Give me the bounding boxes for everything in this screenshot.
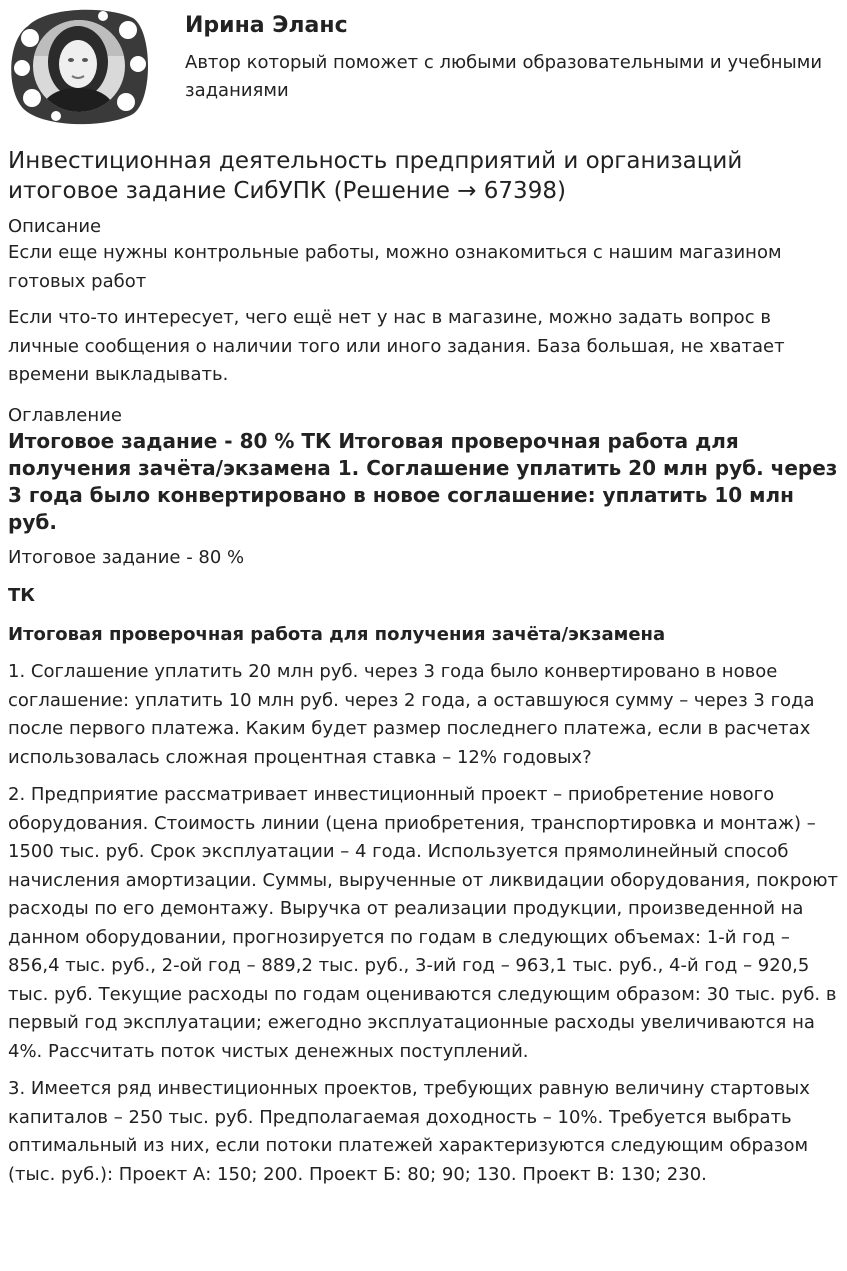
question-2: 2. Предприятие рассматривает инвестиционный проект – приобретение нового оборудования. Стоимость линии (цена приобретения, транспортировка и монтаж) – 1500 тыс. руб. Срок эксплуатации – 4 года. Используется прямолинейный способ начисления амортизации. Суммы, вырученные от ликвидации оборудования, покроют расходы по его демонтажу. Выручка от реализации продукции, произведенной на данном оборудовании, прогнозируется по годам в следующих объемах: 1-й год – 856,4 тыс. руб., 2-ой год – 889,2 тыс. руб., 3-ий год – 963,1 тыс. руб., 4-й год – 920,5 тыс. руб. Текущие расходы по годам оцениваются следующим образом: 30 тыс. руб. в первый год эксплуатации; ежегодно эксплуатационные расходы увеличиваются на 4%. Рассчитать поток чистых денежных поступлений. bbox=[8, 784, 838, 1062]
description-paragraph: Если еще нужны контрольные работы, можно ознакомиться с нашим магазином готовых работ bbox=[8, 242, 782, 292]
work-subheading: Итоговая проверочная работа для получения зачёта/экзамена bbox=[8, 623, 666, 645]
toc-text: Итоговое задание - 80 % ТК Итоговая проверочная работа для получения зачёта/экзамена 1. Соглашение уплатить 20 млн руб. через 3 года было конвертировано в новое соглашение: уплатить 10 млн руб. bbox=[8, 428, 838, 534]
question-3: 3. Имеется ряд инвестиционных проектов, требующих равную величину стартовых капиталов – 250 тыс. руб. Предполагаемая доходность – 10%. Требуется выбрать оптимальный из них, если потоки платежей характеризуются следующим образом (тыс. руб.): Проект А: 150; 200. Проект Б: 80; 90; 130. Проект В: 130; 230. bbox=[8, 1078, 810, 1185]
work-content bbox=[8, 146, 842, 1189]
author-header bbox=[0, 0, 847, 130]
description-paragraph: Если что-то интересует, чего ещё нет у нас в магазине, можно задать вопрос в личные сообщения о наличии того или иного задания. База большая, не хватает времени выкладывать. bbox=[8, 307, 785, 385]
author-name[interactable]: Ирина Эланс bbox=[185, 13, 348, 38]
author-avatar[interactable] bbox=[8, 6, 150, 126]
question-1: 1. Соглашение уплатить 20 млн руб. через 3 года было конвертировано в новое соглашение: уплатить 10 млн руб. через 2 года, а оставшуюся сумму – через 3 года после первого платежа. Каким будет размер последнего платежа, если в расчетах использовалась сложная процентная ставка – 12% годовых? bbox=[8, 661, 815, 768]
description-label: Описание bbox=[8, 216, 102, 237]
page-title: Инвестиционная деятельность предприятий и организаций итоговое задание СибУПК (Решение → 67398) bbox=[8, 148, 743, 204]
author-description: Автор который поможет с любыми образовательными и учебными заданиями bbox=[185, 52, 823, 101]
tk-heading: ТК bbox=[8, 585, 35, 606]
task-title: Итоговое задание - 80 % bbox=[8, 546, 245, 568]
toc-label: Оглавление bbox=[8, 404, 122, 426]
